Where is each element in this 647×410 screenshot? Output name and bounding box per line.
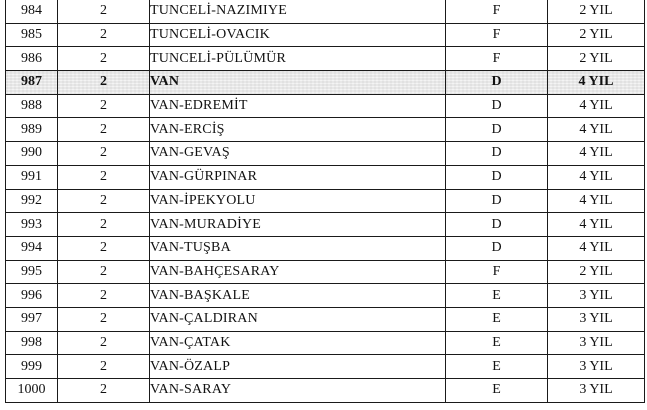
table-row	[6, 0, 645, 23]
duration-value: 2 YIL	[548, 0, 645, 23]
duration-value: 4 YIL	[548, 142, 645, 166]
group-value: 2	[58, 213, 150, 237]
class-value: E	[446, 355, 548, 379]
duration-value: 3 YIL	[548, 379, 645, 403]
row-number: 986	[6, 47, 58, 71]
group-value: 2	[58, 142, 150, 166]
row-number: 994	[6, 236, 58, 260]
duration-value: 2 YIL	[548, 47, 645, 71]
duration-value: 3 YIL	[548, 355, 645, 379]
district-name: VAN	[150, 71, 446, 95]
row-number: 992	[6, 189, 58, 213]
district-name: VAN-TUŞBA	[150, 236, 446, 260]
duration-value: 3 YIL	[548, 284, 645, 308]
district-name: VAN-ÇATAK	[150, 331, 446, 355]
district-name: VAN-GÜRPINAR	[150, 165, 446, 189]
group-value: 2	[58, 47, 150, 71]
district-name: VAN-İPEKYOLU	[150, 189, 446, 213]
district-name: VAN-ERCİŞ	[150, 118, 446, 142]
class-value: D	[446, 118, 548, 142]
row-number: 987	[6, 71, 58, 95]
class-value: F	[446, 0, 548, 23]
duration-value: 3 YIL	[548, 307, 645, 331]
duration-value: 4 YIL	[548, 71, 645, 95]
table-row	[6, 23, 645, 47]
duration-value: 2 YIL	[548, 23, 645, 47]
table-row	[6, 189, 645, 213]
district-name: TUNCELİ-PÜLÜMÜR	[150, 47, 446, 71]
class-value: F	[446, 260, 548, 284]
group-value: 2	[58, 71, 150, 95]
table-row	[6, 331, 645, 355]
row-number: 996	[6, 284, 58, 308]
district-name: VAN-ÇALDIRAN	[150, 307, 446, 331]
row-number: 984	[6, 0, 58, 23]
duration-value: 4 YIL	[548, 118, 645, 142]
duration-value: 4 YIL	[548, 236, 645, 260]
group-value: 2	[58, 284, 150, 308]
table-row	[6, 142, 645, 166]
row-number: 989	[6, 118, 58, 142]
class-value: D	[446, 142, 548, 166]
row-number: 998	[6, 331, 58, 355]
table-row	[6, 260, 645, 284]
group-value: 2	[58, 94, 150, 118]
district-name: VAN-ÖZALP	[150, 355, 446, 379]
row-number: 995	[6, 260, 58, 284]
row-number: 990	[6, 142, 58, 166]
table-row	[6, 307, 645, 331]
duration-value: 4 YIL	[548, 94, 645, 118]
district-name: VAN-MURADİYE	[150, 213, 446, 237]
duration-value: 4 YIL	[548, 213, 645, 237]
row-number: 997	[6, 307, 58, 331]
table-row	[6, 236, 645, 260]
duration-value: 2 YIL	[548, 260, 645, 284]
class-value: E	[446, 284, 548, 308]
district-table	[5, 0, 645, 403]
group-value: 2	[58, 23, 150, 47]
district-name: TUNCELİ-OVACIK	[150, 23, 446, 47]
row-number: 991	[6, 165, 58, 189]
class-value: F	[446, 23, 548, 47]
class-value: E	[446, 307, 548, 331]
group-value: 2	[58, 260, 150, 284]
row-number: 999	[6, 355, 58, 379]
class-value: D	[446, 94, 548, 118]
duration-value: 3 YIL	[548, 331, 645, 355]
group-value: 2	[58, 379, 150, 403]
district-name: VAN-SARAY	[150, 379, 446, 403]
duration-value: 4 YIL	[548, 189, 645, 213]
class-value: D	[446, 71, 548, 95]
district-name: VAN-EDREMİT	[150, 94, 446, 118]
group-value: 2	[58, 355, 150, 379]
district-name: VAN-BAHÇESARAY	[150, 260, 446, 284]
district-name: VAN-BAŞKALE	[150, 284, 446, 308]
class-value: E	[446, 379, 548, 403]
class-value: D	[446, 213, 548, 237]
class-value: D	[446, 236, 548, 260]
table-row	[6, 94, 645, 118]
table-row	[6, 379, 645, 403]
district-name: TUNCELİ-NAZIMIYE	[150, 0, 446, 23]
row-number: 985	[6, 23, 58, 47]
table-row-highlighted	[6, 71, 645, 95]
table-row	[6, 355, 645, 379]
table-row	[6, 165, 645, 189]
group-value: 2	[58, 118, 150, 142]
group-value: 2	[58, 331, 150, 355]
table-row	[6, 284, 645, 308]
row-number: 993	[6, 213, 58, 237]
group-value: 2	[58, 189, 150, 213]
class-value: F	[446, 47, 548, 71]
class-value: D	[446, 189, 548, 213]
group-value: 2	[58, 236, 150, 260]
class-value: D	[446, 165, 548, 189]
class-value: E	[446, 331, 548, 355]
group-value: 2	[58, 165, 150, 189]
district-name: VAN-GEVAŞ	[150, 142, 446, 166]
table-row	[6, 47, 645, 71]
group-value: 2	[58, 307, 150, 331]
row-number: 988	[6, 94, 58, 118]
district-table-body	[6, 0, 645, 402]
group-value: 2	[58, 0, 150, 23]
row-number: 1000	[6, 379, 58, 403]
duration-value: 4 YIL	[548, 165, 645, 189]
table-row	[6, 213, 645, 237]
table-row	[6, 118, 645, 142]
